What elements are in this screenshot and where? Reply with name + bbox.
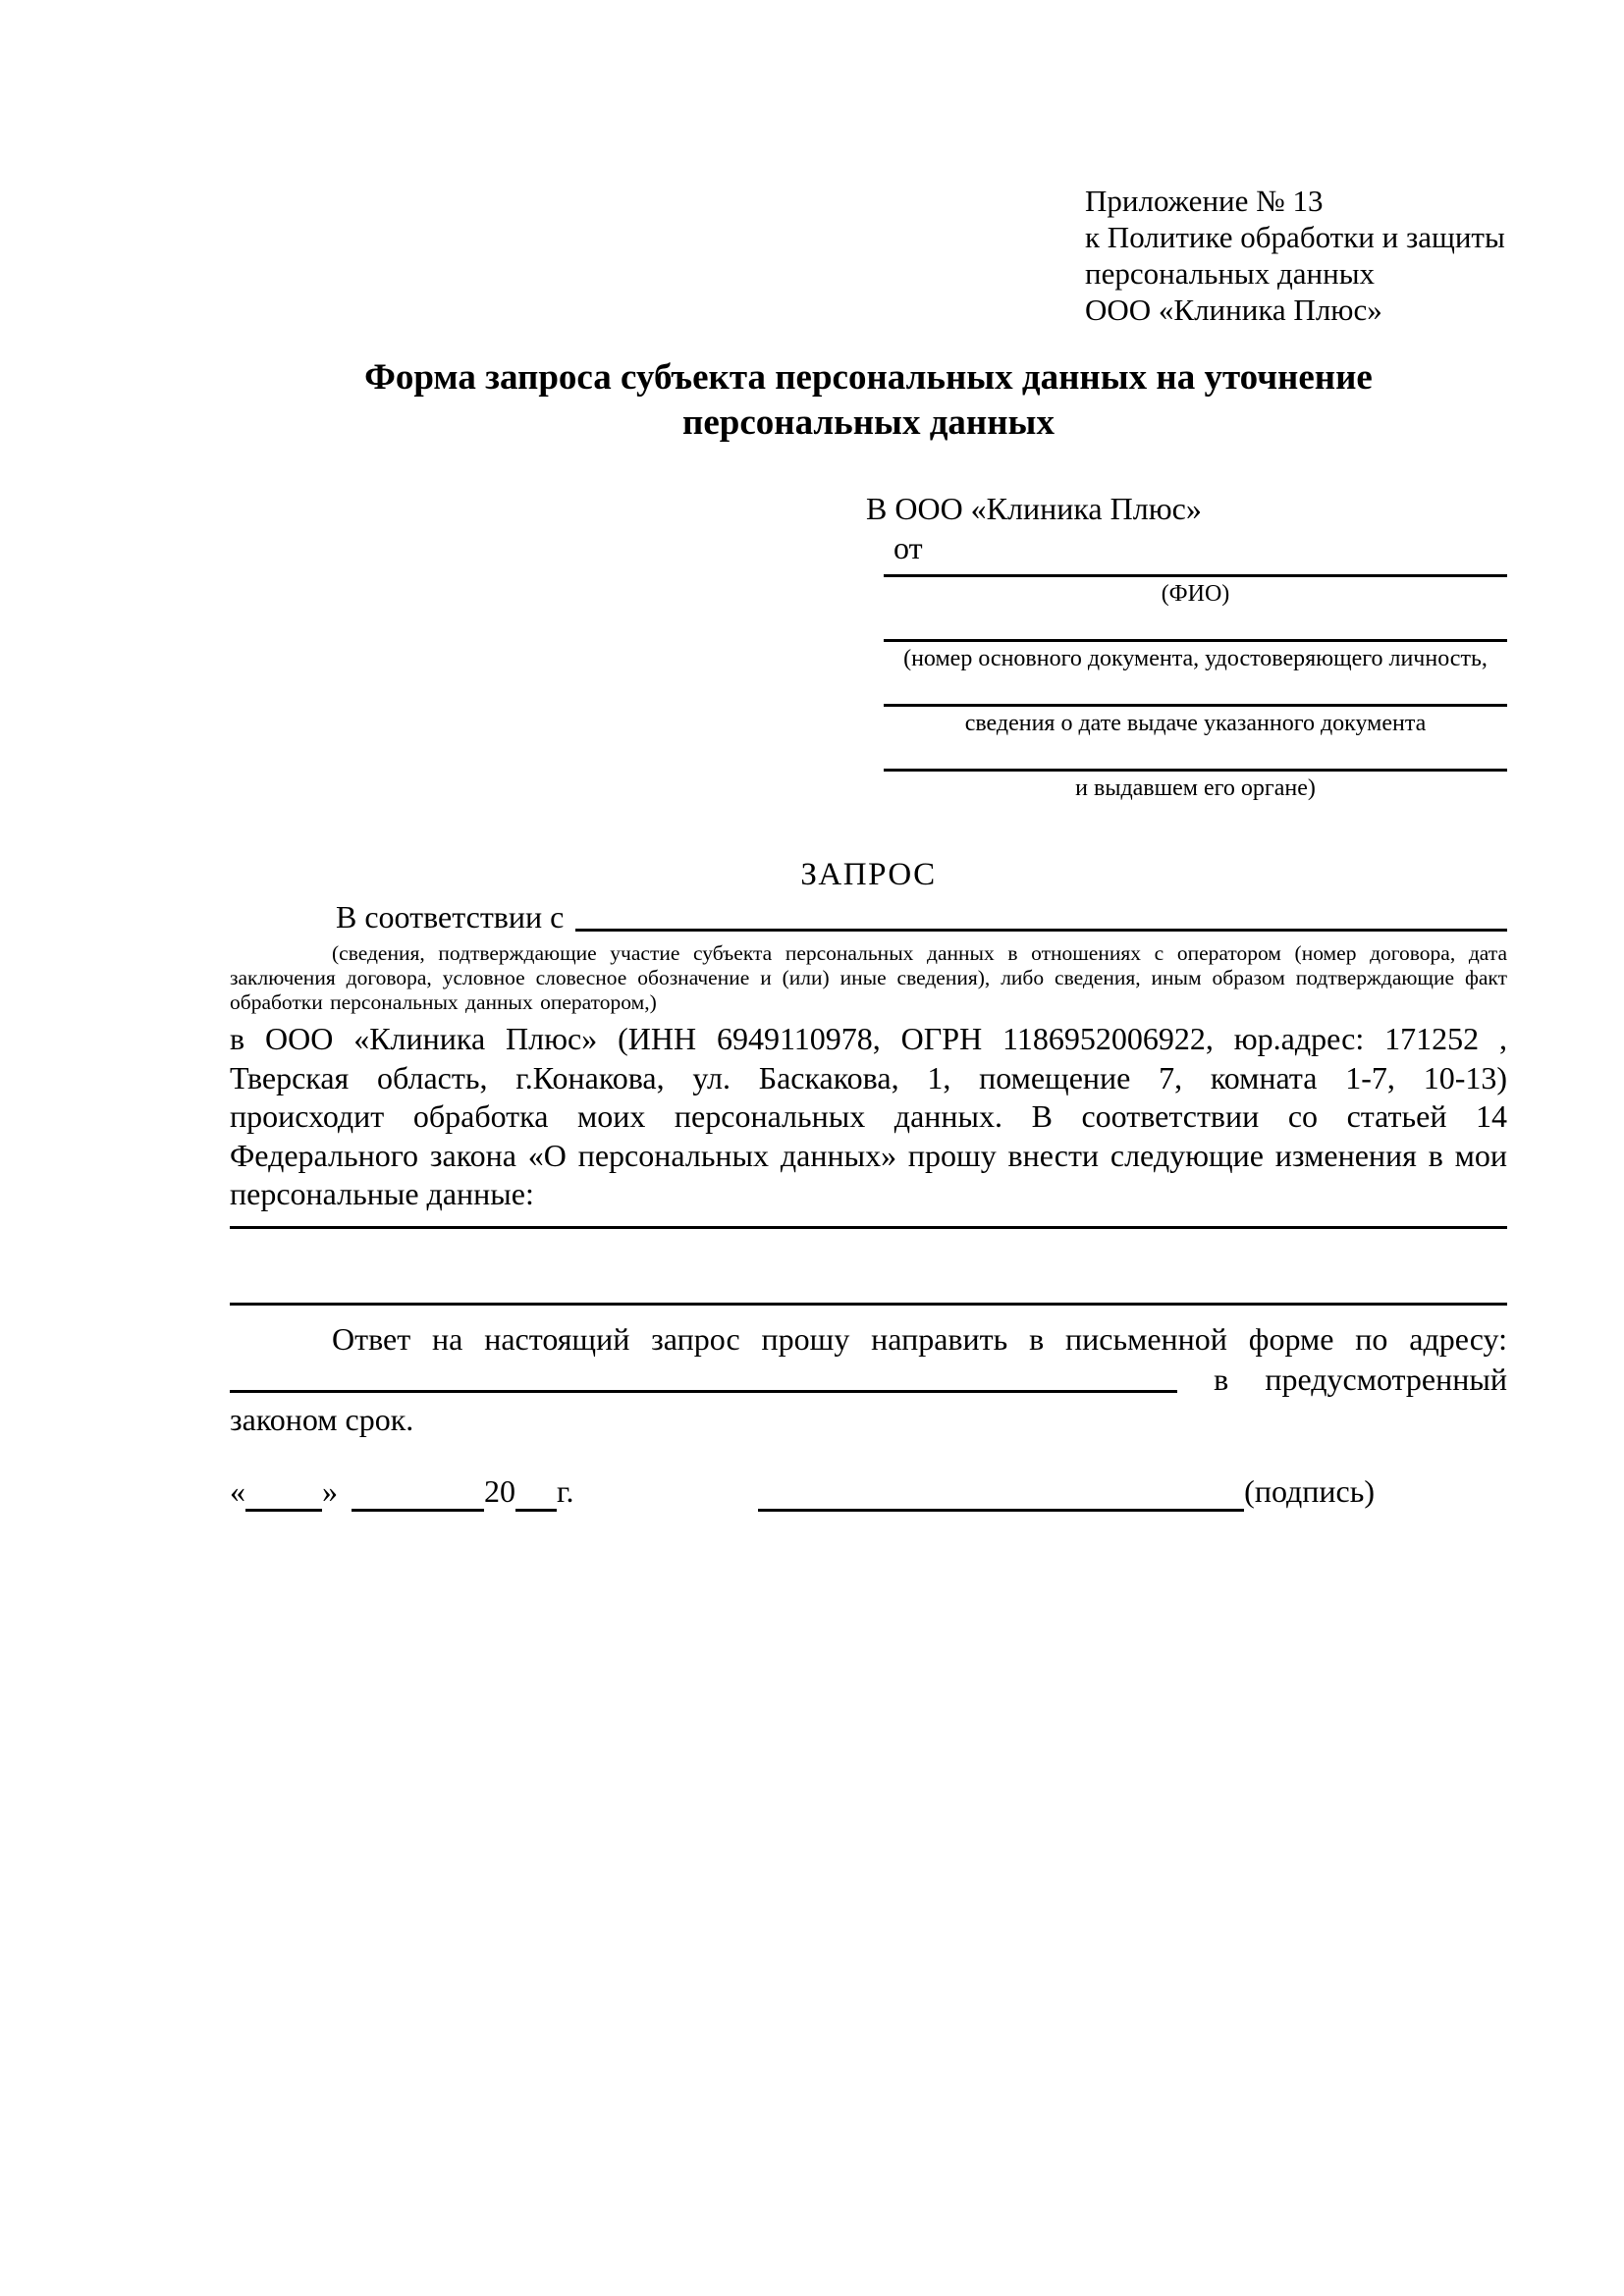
address-blank-line[interactable] <box>230 1360 1177 1393</box>
issuing-authority-blank-line[interactable] <box>884 769 1507 772</box>
issue-date-blank-line[interactable] <box>884 704 1507 707</box>
signature-caption: (подпись) <box>1244 1472 1375 1509</box>
body-line: персональные данные: <box>230 1176 534 1211</box>
appendix-note-line: Приложение № 13 <box>1085 184 1324 218</box>
request-heading: ЗАПРОС <box>800 857 937 892</box>
issuing-authority-caption: и выдавшем его органе) <box>1075 775 1316 801</box>
signature-blank-line[interactable] <box>758 1475 1244 1512</box>
reply-closing: законом срок. <box>230 1401 414 1437</box>
fio-blank-line[interactable] <box>884 574 1507 577</box>
quote-open: « <box>230 1472 245 1509</box>
appendix-note-line: к Политике обработки и защиты <box>1085 220 1505 254</box>
year-suffix: г. <box>557 1472 574 1509</box>
changes-blank-line-2[interactable] <box>230 1303 1507 1306</box>
fio-field <box>866 574 1507 608</box>
reply-word: в <box>1214 1361 1229 1397</box>
date-year-blank[interactable] <box>515 1475 557 1512</box>
quote-close: » <box>322 1472 338 1509</box>
body-line: Тверская область, г.Конакова, ул. Баскакова, 1, помещение 7, комната 1-7, 10-13) <box>230 1059 1507 1095</box>
clarification-line: (сведения, подтверждающие участие субъекта персональных данных в отношениях с оператором (номер договора, дата <box>332 941 1507 965</box>
date-group <box>230 1471 574 1512</box>
document-title-line1: Форма запроса субъекта персональных данных на уточнение <box>364 357 1373 398</box>
signature-group <box>758 1471 1375 1512</box>
body-line: в ООО «Клиника Плюс» (ИНН 6949110978, ОГРН 1186952006922, юр.адрес: 171252 , <box>230 1021 1507 1056</box>
appendix-note <box>1085 183 1507 328</box>
basis-line <box>230 897 1507 937</box>
addressee-block <box>866 489 1507 802</box>
fio-caption: (ФИО) <box>1161 581 1230 607</box>
reply-word: предусмотренный <box>1265 1361 1507 1397</box>
document-number-caption: (номер основного документа, удостоверяющего личность, <box>903 646 1488 671</box>
year-prefix: 20 <box>484 1472 515 1509</box>
addressee-organization: В ООО «Клиника Плюс» <box>866 491 1202 526</box>
basis-blank-line[interactable] <box>575 897 1507 932</box>
issue-date-field <box>866 704 1507 737</box>
clarification-note <box>230 941 1507 1015</box>
document-number-blank-line[interactable] <box>884 639 1507 642</box>
document-title <box>230 355 1507 446</box>
reply-address-line <box>230 1360 1507 1400</box>
reply-sentence: Ответ на настоящий запрос прошу направить в письменной форме по адресу: <box>332 1320 1507 1357</box>
body-line: Федерального закона «О персональных данных» прошу внести следующие изменения в мои <box>230 1137 1507 1173</box>
clarification-line: обработки персональных данных оператором,) <box>230 990 657 1014</box>
body-line: происходит обработка моих персональных данных. В соответствии со статьей 14 <box>230 1098 1507 1134</box>
issuing-authority-field <box>866 769 1507 802</box>
clarification-line: заключения договора, условное словесное обозначение и (или) иные сведения), либо сведения, иным образом подтверждающие факт <box>230 966 1507 989</box>
document-title-line2: персональных данных <box>682 402 1055 443</box>
appendix-note-line: ООО «Клиника Плюс» <box>1085 293 1382 327</box>
from-label: от <box>893 530 923 565</box>
date-month-blank[interactable] <box>352 1475 484 1512</box>
appendix-note-line: персональных данных <box>1085 256 1376 291</box>
changes-blank-line-1[interactable] <box>230 1226 1507 1229</box>
date-signature-row <box>230 1471 1507 1512</box>
basis-prefix: В соответствии с <box>336 899 565 934</box>
document-number-field <box>866 639 1507 672</box>
issue-date-caption: сведения о дате выдаче указанного документа <box>964 711 1427 736</box>
date-day-blank[interactable] <box>245 1475 322 1512</box>
request-body <box>230 1020 1507 1214</box>
